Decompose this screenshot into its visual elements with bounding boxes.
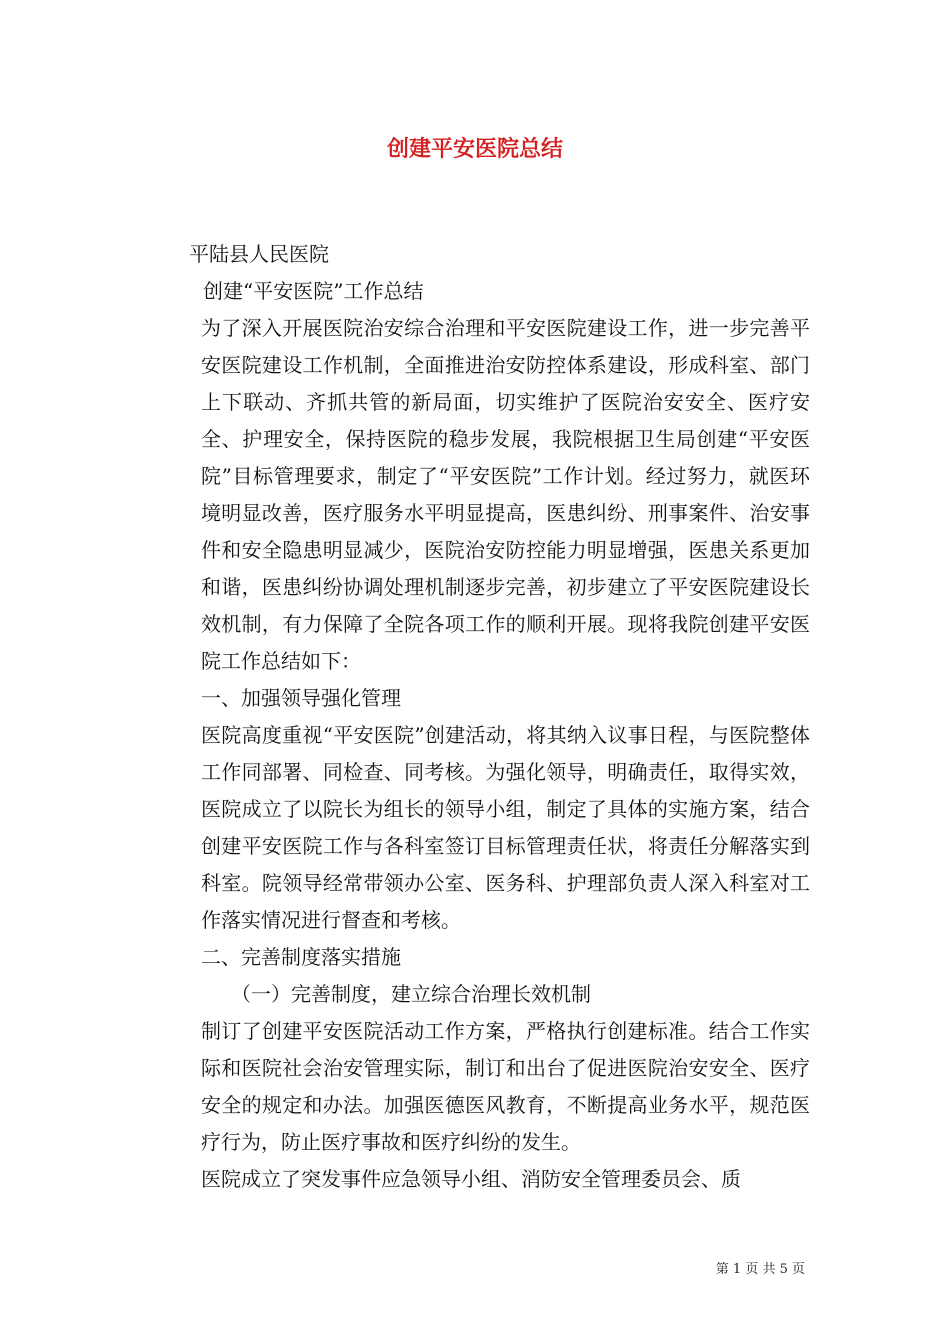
subsection-heading-2-1: （一）完善制度，建立综合治理长效机制 <box>231 982 591 1006</box>
document-body <box>145 236 810 1198</box>
paragraph-subsection-2-1: 制订了创建平安医院活动工作方案，严格执行创建标准。结合工作实际和医院社会治安管理实际，制订和出台了促进医院治安安全、医疗安全的规定和办法。加强医德医风教育，不断提高业务水平，规范医疗行为，防止医疗事故和医疗纠纷的发生。 <box>201 1019 810 1154</box>
paragraph-intro: 为了深入开展医院治安综合治理和平安医院建设工作，进一步完善平安医院建设工作机制，全面推进治安防控体系建设，形成科室、部门上下联动、齐抓共管的新局面，切实维护了医院治安安全、医疗安全、护理安全，保持医院的稳步发展，我院根据卫生局创建“平安医院”目标管理要求，制定了“平安医院”工作计划。经过努力，就医环境明显改善，医疗服务水平明显提高，医患纠纷、刑事案件、治安事件和安全隐患明显减少，医院治安防控能力明显增强，医患关系更加和谐，医患纠纷协调处理机制逐步完善，初步建立了平安医院建设长效机制，有力保障了全院各项工作的顺利开展。现将我院创建平安医院工作总结如下： <box>201 316 810 673</box>
section-heading-1: 一、加强领导强化管理 <box>201 686 401 710</box>
paragraph-continuing: 医院成立了突发事件应急领导小组、消防安全管理委员会、质 <box>201 1167 741 1191</box>
page-number: 第 1 页 共 5 页 <box>715 1262 805 1277</box>
document-subtitle: 创建“平安医院”工作总结 <box>203 279 424 303</box>
section-heading-2: 二、完善制度落实措施 <box>201 945 401 969</box>
document-title: 创建平安医院总结 <box>386 136 563 162</box>
paragraph-section-1: 医院高度重视“平安医院”创建活动，将其纳入议事日程，与医院整体工作同部署、同检查、同考核。为强化领导，明确责任，取得实效，医院成立了以院长为组长的领导小组，制定了具体的实施方案，结合创建平安医院工作与各科室签订目标管理责任状，将责任分解落实到科室。院领导经常带领办公室、医务科、护理部负责人深入科室对工作落实情况进行督查和考核。 <box>201 723 810 932</box>
hospital-name: 平陆县人民医院 <box>189 242 329 266</box>
